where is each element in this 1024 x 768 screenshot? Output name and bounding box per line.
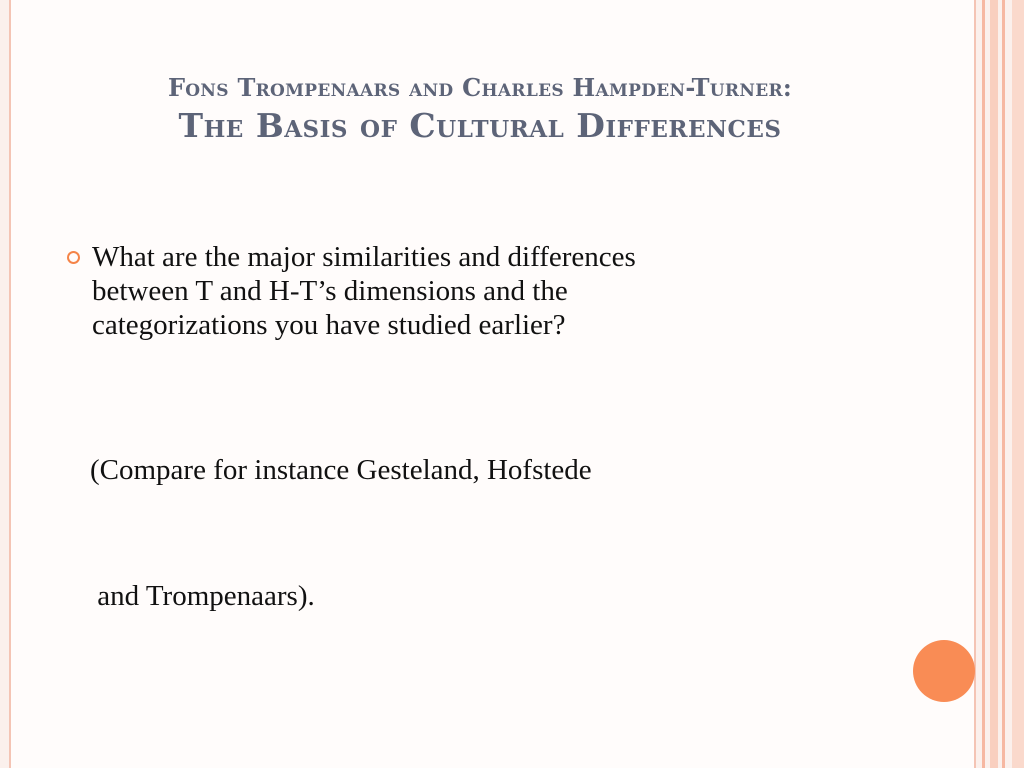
circle-bullet-icon	[67, 251, 80, 264]
slide-title	[0, 72, 960, 148]
decorative-stripe	[982, 0, 985, 768]
bullet-line: What are the major similarities and differences	[92, 241, 636, 273]
bullet-line: categorizations you have studied earlier?	[92, 309, 566, 341]
comparison-note	[64, 365, 864, 701]
title-line-2: The Basis of Cultural Differences	[178, 106, 782, 145]
note-line: (Compare for instance Gesteland, Hofstede	[90, 454, 592, 486]
note-line: and Trompenaars).	[90, 580, 315, 612]
title-line-1: Fons Trompenaars and Charles Hampden-Turner:	[167, 73, 793, 102]
slide-content	[64, 240, 864, 701]
decorative-stripe	[1012, 0, 1024, 768]
bullet-item	[64, 240, 864, 342]
decorative-circle	[913, 640, 975, 702]
bullet-line: between T and H-T’s dimensions and the	[92, 275, 568, 307]
decorative-stripe	[990, 0, 998, 768]
decorative-stripe	[1002, 0, 1005, 768]
